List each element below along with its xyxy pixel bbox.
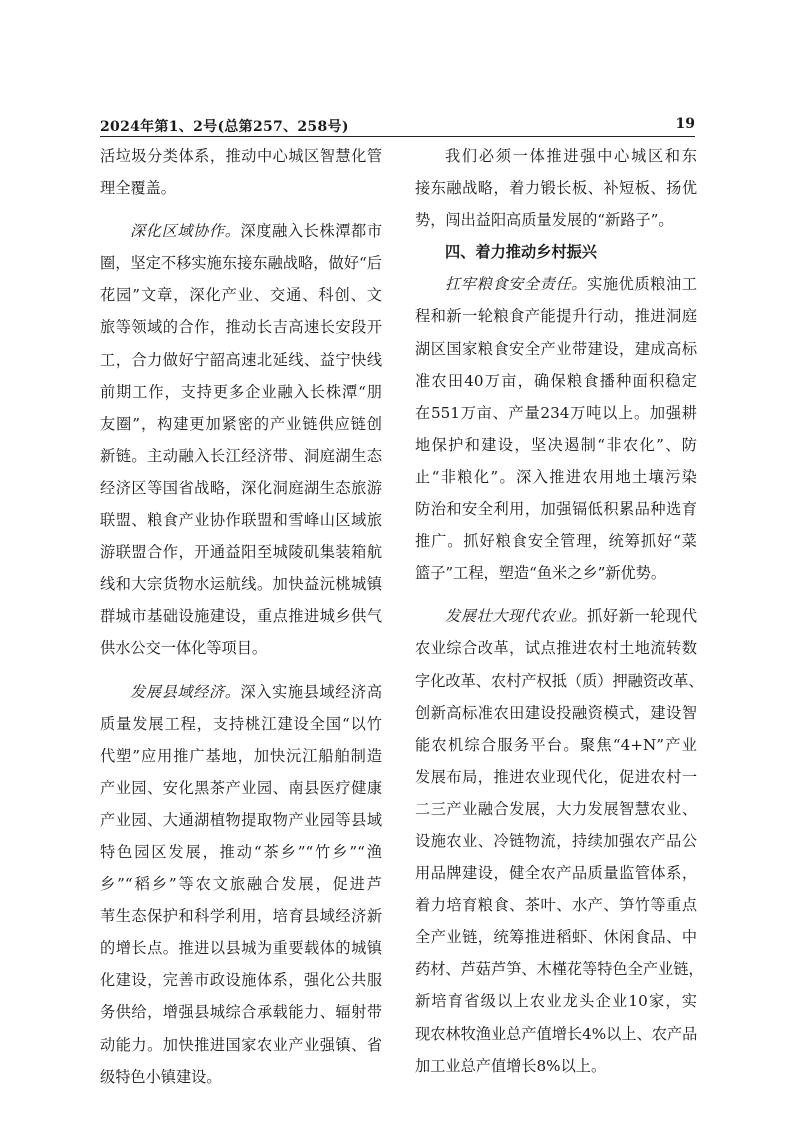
text-line: 程和新一轮粮食产能提升行动，推进洞庭 <box>415 307 697 326</box>
text-line: 游联盟合作，开通益阳至城陵矶集装箱航 <box>100 543 382 562</box>
text-line: 花园”文章，深化产业、交通、科创、文 <box>100 286 382 305</box>
issue-label: 2024年第1、2号(总第257、258号) <box>100 119 349 135</box>
text-line: 防治和安全利用，加强镉低积累品种选育 <box>415 500 697 519</box>
text-line: 友圈”，构建更加紧密的产业链供应链创 <box>100 414 382 433</box>
text-span: 抓好新一轮现代 <box>587 607 698 626</box>
text-line: 圈，坚定不移实施东接东融战略，做好“后 <box>100 254 382 273</box>
text-line: 特色园区发展，推动“茶乡”“竹乡”“渔 <box>100 842 382 861</box>
text-line: 湖区国家粮食安全产业带建设，建成高标 <box>415 339 697 358</box>
text-line <box>415 600 697 632</box>
text-line: 理全覆盖。 <box>100 179 176 198</box>
page-number: 19 <box>675 116 695 132</box>
paragraph <box>415 268 697 589</box>
paragraph <box>100 140 382 204</box>
paragraph <box>100 215 382 664</box>
text-span: 深入实施县域经济高 <box>240 682 383 701</box>
paragraph <box>100 676 382 1093</box>
paragraph-lead: 发展县域经济。 <box>130 682 241 701</box>
text-line: 乡”“稻乡”等农文旅融合发展，促进芦 <box>100 875 382 894</box>
text-line: 级特色小镇建设。 <box>100 1067 222 1086</box>
text-line: 用品牌建设，健全农产品质量监管体系， <box>415 864 697 883</box>
text-line: 势，闯出益阳高质量发展的“新路子”。 <box>415 211 674 230</box>
text-line: 工，合力做好宁韶高速北延线、益宁快线 <box>100 350 382 369</box>
text-line: 联盟、粮食产业协作联盟和雪峰山区域旅 <box>100 511 382 530</box>
text-line: 二三产业融合发展，大力发展智慧农业、 <box>415 799 697 818</box>
left-column <box>100 140 382 1093</box>
paragraph-lead: 发展壮大现代农业。 <box>445 607 588 626</box>
text-line: 群城市基础设施建设，重点推进城乡供气 <box>100 607 382 626</box>
text-line <box>100 676 382 708</box>
text-line: 我们必须一体推进强中心城区和东 <box>445 147 697 165</box>
page-header <box>100 114 695 137</box>
paragraph <box>415 140 697 236</box>
text-line: 新培育省级以上农业龙头企业10家，实 <box>415 992 697 1011</box>
text-line: 设施农业、冷链物流，持续加强农产品公 <box>415 831 697 850</box>
text-line: 地保护和建设，坚决遏制“非农化”、防 <box>415 435 697 454</box>
text-line: 推广。抓好粮食安全管理，统筹抓好“菜 <box>415 532 697 551</box>
paragraph-lead: 深化区域协作。 <box>130 222 241 241</box>
text-line: 代塑”应用推广基地，加快沅江船舶制造 <box>100 746 382 765</box>
text-line: 创新高标准农田建设投融资模式，建设智 <box>415 703 697 722</box>
text-line: 药材、芦菇芦笋、木槿花等特色全产业链， <box>415 960 704 979</box>
section-heading: 四、着力推动乡村振兴 <box>445 243 597 262</box>
text-line: 的增长点。推进以县城为重要载体的城镇 <box>100 939 382 958</box>
text-line: 苇生态保护和科学利用，培育县域经济新 <box>100 907 382 926</box>
text-span: 实施优质粮油工 <box>587 275 698 294</box>
text-line: 加工业总产值增长8%以上。 <box>415 1056 607 1075</box>
text-line: 经济区等国省战略，深化洞庭湖生态旅游 <box>100 478 382 497</box>
text-line: 动能力。加快推进国家农业产业强镇、省 <box>100 1035 382 1054</box>
text-line: 活垃圾分类体系，推动中心城区智慧化管 <box>100 147 382 165</box>
text-line: 准农田40万亩，确保粮食播种面积稳定 <box>415 371 697 390</box>
text-line: 产业园、大通湖植物提取物产业园等县域 <box>100 810 382 829</box>
text-line: 篮子”工程，塑造“鱼米之乡”新优势。 <box>415 564 667 583</box>
text-line: 务供给，增强县城综合承载能力、辐射带 <box>100 1003 382 1022</box>
right-column <box>415 140 704 1082</box>
paragraph-lead: 扛牢粮食安全责任。 <box>445 275 588 294</box>
text-line: 农业综合改革，试点推进农村土地流转数 <box>415 639 697 658</box>
text-line: 接东融战略，着力锻长板、补短板、扬优 <box>415 179 697 198</box>
text-line: 能农机综合服务平台。聚焦“4+N”产业 <box>415 735 697 754</box>
text-line: 旅等领域的合作，推动长吉高速长安段开 <box>100 318 382 337</box>
text-line: 供水公交一体化等项目。 <box>100 639 268 658</box>
text-line: 新链。主动融入长江经济带、洞庭湖生态 <box>100 446 382 465</box>
text-span: 深度融入长株潭都市 <box>240 222 383 241</box>
text-line <box>100 215 382 247</box>
text-line: 止“非粮化”。深入推进农用地土壤污染 <box>415 467 697 486</box>
text-line: 发展布局，推进农业现代化，促进农村一 <box>415 767 697 786</box>
text-line: 线和大宗货物水运航线。加快益沅桃城镇 <box>100 575 382 594</box>
text-line: 前期工作，支持更多企业融入长株潭“朋 <box>100 382 382 401</box>
text-line: 质量发展工程，支持桃江建设全国“以竹 <box>100 714 382 733</box>
text-line: 全产业链，统筹推进稻虾、休闲食品、中 <box>415 928 697 947</box>
paragraph <box>415 600 704 1081</box>
text-line: 化建设，完善市政设施体系，强化公共服 <box>100 971 382 990</box>
text-line: 现农林牧渔业总产值增长4%以上、农产品 <box>415 1024 698 1043</box>
text-line: 字化改革、农村产权抵（质）押融资改革、 <box>415 671 704 690</box>
text-line: 在551万亩、产量234万吨以上。加强耕 <box>415 403 697 422</box>
text-line <box>415 268 697 300</box>
text-line: 产业园、安化黑茶产业园、南县医疗健康 <box>100 778 382 797</box>
text-line: 着力培育粮食、茶叶、水产、笋竹等重点 <box>415 896 697 915</box>
